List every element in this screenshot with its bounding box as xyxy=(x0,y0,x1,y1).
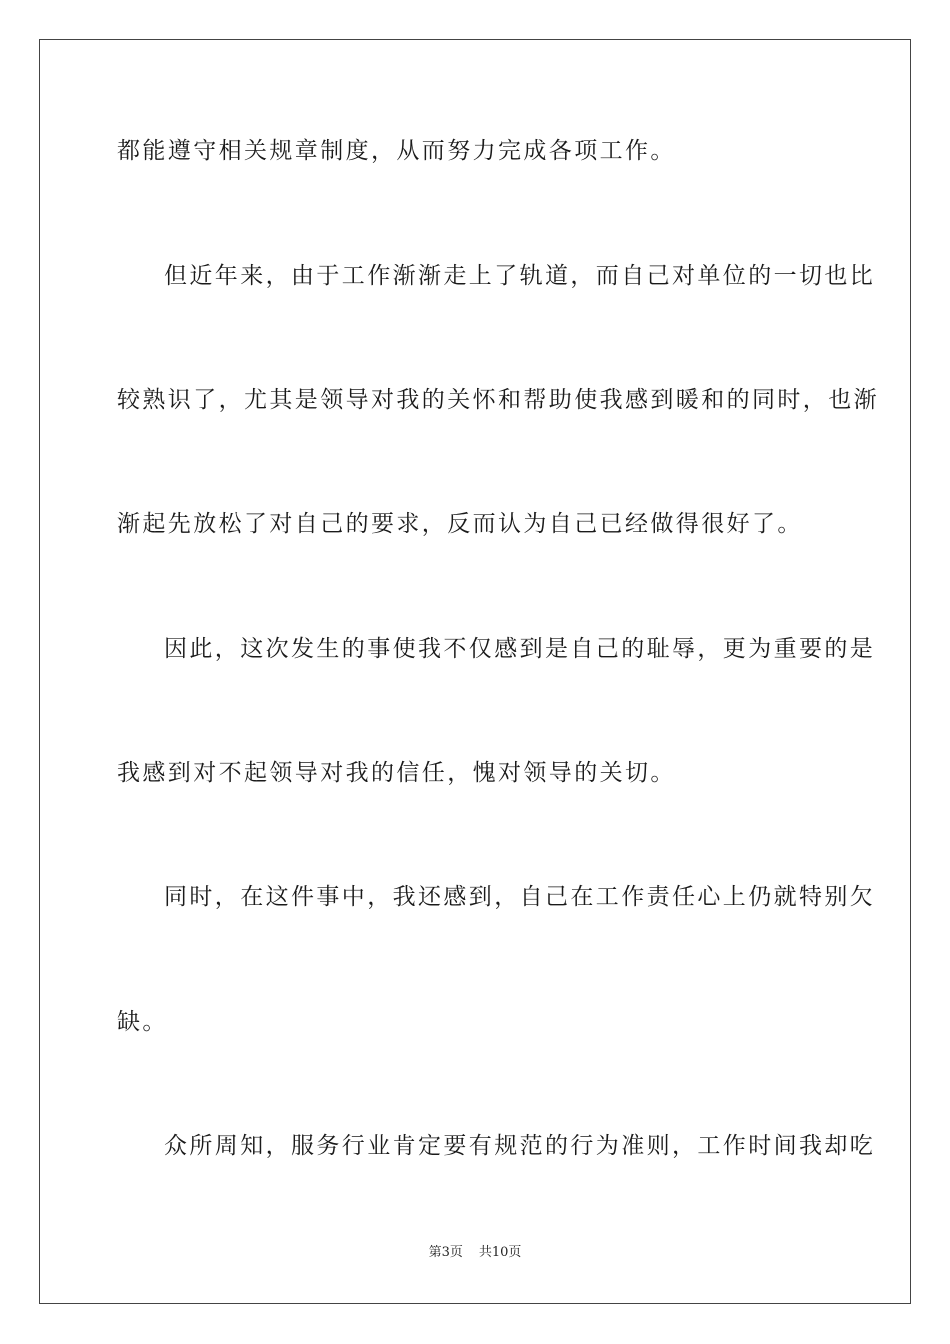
text-line: 缺。 xyxy=(117,1009,168,1035)
text-line: 较熟识了，尤其是领导对我的关怀和帮助使我感到暖和的同时，也渐 xyxy=(117,387,879,413)
paragraph-start-line: 但近年来，由于工作渐渐走上了轨道，而自己对单位的一切也比 xyxy=(164,263,876,289)
text-line: 都能遵守相关规章制度，从而努力完成各项工作。 xyxy=(117,138,676,164)
paragraph-start-line: 众所周知，服务行业肯定要有规范的行为准则，工作时间我却吃 xyxy=(164,1133,876,1159)
paragraph-start-line: 因此，这次发生的事使我不仅感到是自己的耻辱，更为重要的是 xyxy=(164,636,876,662)
page-number: 第3页 xyxy=(428,1245,463,1260)
text-line: 我感到对不起领导对我的信任，愧对领导的关切。 xyxy=(117,760,676,786)
text-line: 渐起先放松了对自己的要求，反而认为自己已经做得很好了。 xyxy=(117,511,803,537)
page-total: 共10页 xyxy=(478,1245,522,1260)
page-footer xyxy=(0,1244,950,1262)
page-border xyxy=(39,39,911,1304)
paragraph-start-line: 同时，在这件事中，我还感到，自己在工作责任心上仍就特别欠 xyxy=(164,884,876,910)
